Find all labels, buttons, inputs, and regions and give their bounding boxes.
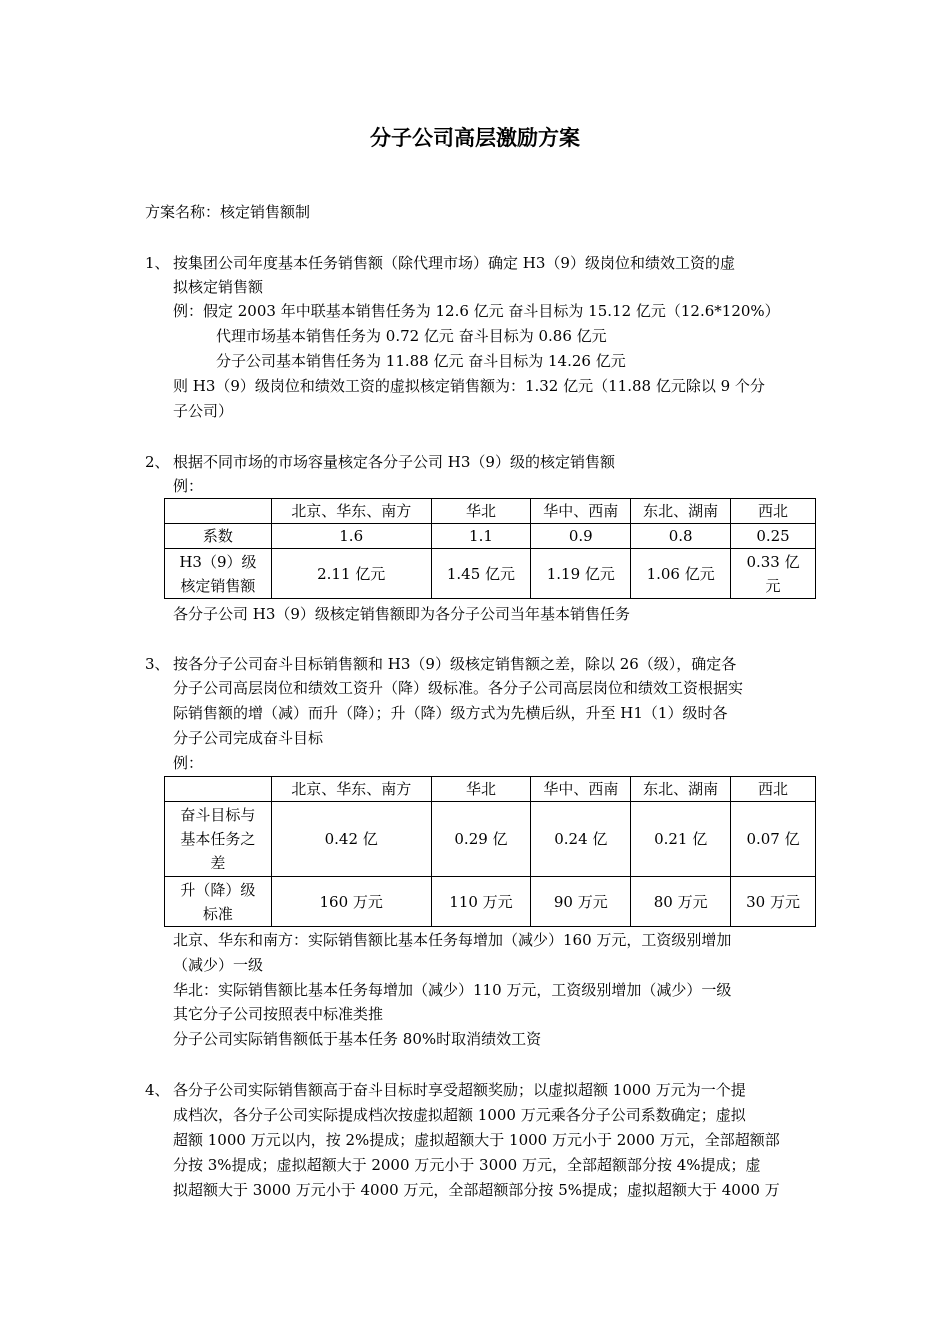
table-cell: 2.11 亿元 — [271, 549, 431, 599]
table-header-cell: 华中、西南 — [531, 777, 631, 802]
table-cell: 0.8 — [631, 524, 731, 549]
table-cell: 升（降）级 标准 — [165, 877, 272, 927]
table-row — [165, 549, 816, 599]
table-header-cell — [165, 777, 272, 802]
section-4-line: 拟超额大于 3000 万元小于 4000 万元，全部超额部分按 5%提成；虚拟超额大于 4000 万 — [173, 1181, 780, 1199]
section-1-line: 则 H3（9）级岗位和绩效工资的虚拟核定销售额为：1.32 亿元（11.88 亿元除以 9 个分 — [173, 377, 765, 395]
table-row — [165, 802, 816, 877]
section-4-line: 超额 1000 万元以内，按 2%提成；虚拟超额大于 1000 万元小于 2000 万元，全部超额部 — [173, 1131, 780, 1149]
section-3-line: 际销售额的增（减）而升（降）；升（降）级方式为先横后纵，升至 H1（1）级时各 — [173, 704, 728, 722]
table-cell: 1.06 亿元 — [631, 549, 731, 599]
table-cell: 0.42 亿 — [271, 802, 431, 877]
section-1-line: 子公司） — [173, 402, 234, 420]
table-cell: 1.1 — [431, 524, 531, 549]
table-cell: 80 万元 — [631, 877, 731, 927]
table-cell: 0.33 亿 元 — [731, 549, 816, 599]
table-cell: 系数 — [165, 524, 272, 549]
table-cell: 0.9 — [531, 524, 631, 549]
table-header-cell: 西北 — [731, 777, 816, 802]
upgrade-standard-table — [164, 776, 816, 927]
section-2-line: 根据不同市场的市场容量核定各分子公司 H3（9）级的核定销售额 — [173, 453, 615, 471]
section-4-line: 成档次，各分子公司实际提成档次按虚拟超额 1000 万元乘各分子公司系数确定；虚拟 — [173, 1106, 746, 1124]
section-4-line: 各分子公司实际销售额高于奋斗目标时享受超额奖励；以虚拟超额 1000 万元为一个提 — [173, 1081, 746, 1099]
section-2-number: 2、 — [145, 453, 170, 471]
table-cell: 0.29 亿 — [431, 802, 531, 877]
table-cell: 0.24 亿 — [531, 802, 631, 877]
table-cell: 1.45 亿元 — [431, 549, 531, 599]
section-3-note: 华北：实际销售额比基本任务每增加（减少）110 万元，工资级别增加（减少）一级 — [173, 981, 732, 999]
table-cell: 0.21 亿 — [631, 802, 731, 877]
table-cell: 1.19 亿元 — [531, 549, 631, 599]
section-3-note: 分子公司实际销售额低于基本任务 80%时取消绩效工资 — [173, 1030, 542, 1048]
table-header-row — [165, 777, 816, 802]
section-3-line: 分子公司高层岗位和绩效工资升（降）级标准。各分子公司高层岗位和绩效工资根据实 — [173, 679, 744, 697]
table-header-row — [165, 499, 816, 524]
table-header-cell: 东北、湖南 — [631, 499, 731, 524]
coefficient-table — [164, 498, 816, 599]
table-cell: 30 万元 — [731, 877, 816, 927]
table-header-cell: 北京、华东、南方 — [271, 777, 431, 802]
page-title: 分子公司高层激励方案 — [370, 126, 580, 150]
table-cell: 160 万元 — [271, 877, 431, 927]
table-row — [165, 877, 816, 927]
table-cell: 0.25 — [731, 524, 816, 549]
table-header-cell: 华中、西南 — [531, 499, 631, 524]
table-header-cell — [165, 499, 272, 524]
table-cell: 90 万元 — [531, 877, 631, 927]
section-4-line: 分按 3%提成；虚拟超额大于 2000 万元小于 3000 万元，全部超额部分按 4%提成；虚 — [173, 1156, 761, 1174]
section-3-line: 分子公司完成奋斗目标 — [173, 729, 324, 747]
section-3-line: 按各分子公司奋斗目标销售额和 H3（9）级核定销售额之差，除以 26（级），确定各 — [173, 655, 737, 673]
section-1-example: 例：假定 2003 年中联基本销售任务为 12.6 亿元 奋斗目标为 15.12 亿元（12.6*120%） — [173, 302, 780, 320]
section-1-line: 按集团公司年度基本任务销售额（除代理市场）确定 H3（9）级岗位和绩效工资的虚 — [173, 254, 735, 272]
table-cell: 奋斗目标与 基本任务之 差 — [165, 802, 272, 877]
table-header-cell: 华北 — [431, 777, 531, 802]
section-2-line: 例： — [173, 477, 204, 495]
table-cell: 110 万元 — [431, 877, 531, 927]
table-header-cell: 北京、华东、南方 — [271, 499, 431, 524]
section-3-note: （减少）一级 — [173, 956, 264, 974]
table-header-cell: 华北 — [431, 499, 531, 524]
section-1-example: 分子公司基本销售任务为 11.88 亿元 奋斗目标为 14.26 亿元 — [216, 352, 626, 370]
section-1-example: 代理市场基本销售任务为 0.72 亿元 奋斗目标为 0.86 亿元 — [216, 327, 607, 345]
section-3-number: 3、 — [145, 655, 170, 673]
section-2-note: 各分子公司 H3（9）级核定销售额即为各分子公司当年基本销售任务 — [173, 605, 630, 623]
section-1-number: 1、 — [145, 254, 170, 272]
section-3-note: 北京、华东和南方：实际销售额比基本任务每增加（减少）160 万元，工资级别增加 — [173, 931, 732, 949]
table-row — [165, 524, 816, 549]
table-cell: 0.07 亿 — [731, 802, 816, 877]
section-4-number: 4、 — [145, 1081, 170, 1099]
section-3-note: 其它分子公司按照表中标准类推 — [173, 1005, 384, 1023]
scheme-name: 方案名称：核定销售额制 — [145, 203, 311, 221]
table-cell: 1.6 — [271, 524, 431, 549]
section-1-line: 拟核定销售额 — [173, 278, 264, 296]
table-cell: H3（9）级 核定销售额 — [165, 549, 272, 599]
section-3-line: 例： — [173, 754, 204, 772]
table-header-cell: 西北 — [731, 499, 816, 524]
table-header-cell: 东北、湖南 — [631, 777, 731, 802]
